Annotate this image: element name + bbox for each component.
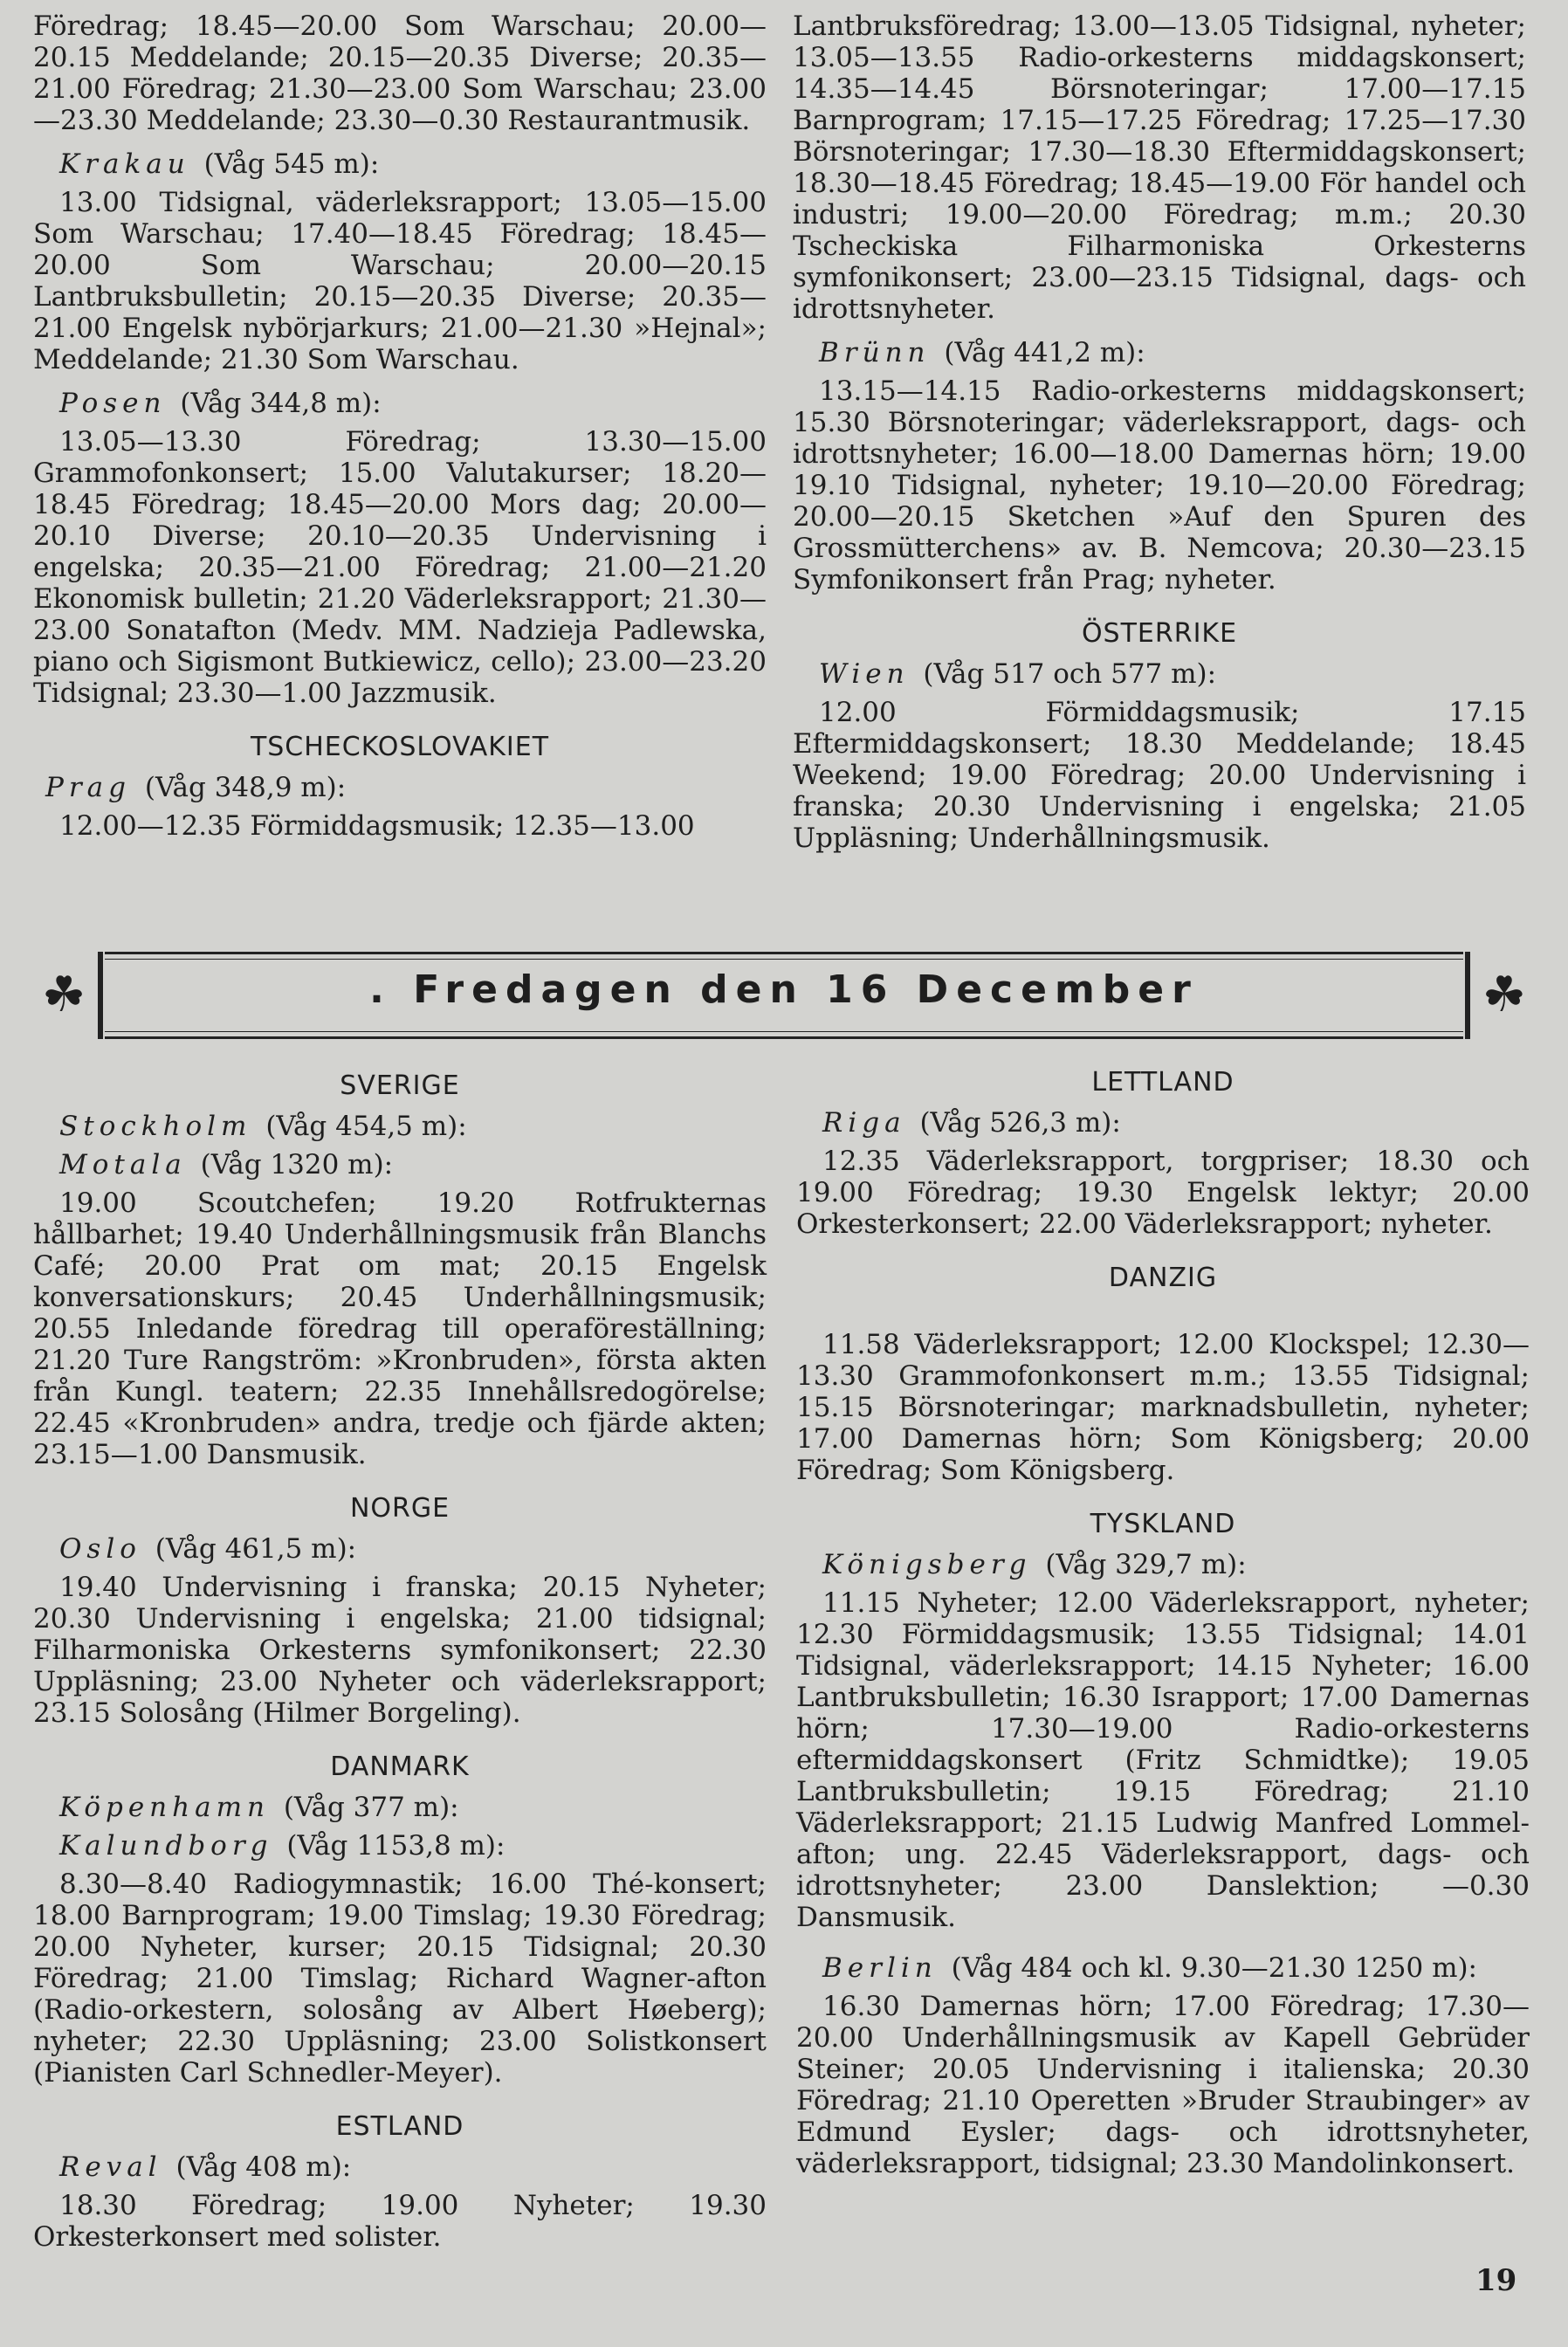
- bottom-right-column: [796, 1067, 1530, 2192]
- paragraph: 12.35 Väderleksrapport, torgpriser; 18.30 och 19.00 Föredrag; 19.30 Engelsk lektyr; 20.00 Orkesterkonsert; 22.00 Väderleksrapport; nyheter.: [796, 1146, 1530, 1240]
- station-name: Prag: [45, 772, 132, 803]
- station-name: Reval: [59, 2151, 162, 2183]
- paragraph: 13.05—13.30 Föredrag; 13.30—15.00 Grammofonkonsert; 15.00 Valutakurser; 18.20—18.45 Föredrag; 18.45—20.00 Mors dag; 20.00—20.10 Diverse; 20.10—20.35 Undervisning i engelska; 20.35—21.00 Föredrag; 21.00—21.20 Ekonomisk bulletin; 21.20 Väderleksrapport; 21.30—23.00 Sonatafton (Medv. MM. Nadzieja Padlewska, piano och Sigismont Butkiewicz, cello); 23.00—23.20 Tidsignal; 23.30—1.00 Jazzmusik.: [33, 426, 767, 709]
- wavelength: (Våg 545 m):: [203, 148, 380, 180]
- top-right-column: [793, 10, 1526, 866]
- station-heading: [59, 1792, 767, 1823]
- wavelength: (Våg 484 och kl. 9.30—21.30 1250 m):: [951, 1952, 1478, 1984]
- wavelength: (Våg 377 m):: [283, 1792, 459, 1823]
- station-heading: [59, 1149, 767, 1180]
- paragraph: 11.58 Väderleksrapport; 12.00 Klockspel; 12.30—13.30 Grammofonkonsert m.m.; 13.55 Tidsignal; 15.15 Börsnoteringar; marknadsbulletin, nyheter; 17.00 Damernas hörn; Som Königsberg; 20.00 Föredrag; Som Königsberg.: [796, 1329, 1530, 1486]
- country-heading: ÖSTERRIKE: [1081, 618, 1238, 649]
- station-heading: [59, 388, 767, 419]
- paragraph: 12.00—12.35 Förmiddagsmusik; 12.35—13.00: [59, 810, 695, 842]
- station-name: Kalundborg: [59, 1830, 273, 1862]
- wavelength: (Våg 517 och 577 m):: [923, 658, 1217, 690]
- station-name: Köpenhamn: [59, 1792, 270, 1823]
- wavelength: (Våg 348,9 m):: [144, 772, 347, 803]
- station-name: Stockholm: [59, 1111, 252, 1142]
- station-name: Oslo: [59, 1533, 141, 1565]
- clover-ornament-icon: ☘: [1482, 967, 1526, 1023]
- page-number: 19: [1475, 2263, 1517, 2298]
- country-heading: ESTLAND: [335, 2111, 464, 2142]
- wavelength: (Våg 454,5 m):: [265, 1111, 467, 1142]
- paragraph: 13.15—14.15 Radio-orkesterns middagskonsert; 15.30 Börsnoteringar; väderleksrapport, dags- och idrottsnyheter; 16.00—18.00 Damernas hörn; 19.00 19.10 Tidsignal, nyheter; 19.10—20.00 Föredrag; 20.00—20.15 Sketchen »Auf den Spuren des Grossmütterchens» av. B. Nemcova; 20.30—23.15 Symfonikonsert från Prag; nyheter.: [793, 375, 1526, 595]
- station-heading: [59, 2151, 767, 2183]
- station-heading: [59, 148, 767, 180]
- wavelength: (Våg 344,8 m):: [180, 388, 382, 419]
- paragraph: Föredrag; 18.45—20.00 Som Warschau; 20.00—20.15 Meddelande; 20.15—20.35 Diverse; 20.35—21.00 Föredrag; 21.30—23.00 Som Warschau; 23.00—23.30 Meddelande; 23.30—0.30 Restaurantmusik.: [33, 10, 767, 136]
- station-heading: [822, 1107, 1530, 1139]
- country-heading: DANZIG: [1108, 1263, 1218, 1293]
- wavelength: (Våg 461,5 m):: [155, 1533, 357, 1565]
- paragraph: 13.00 Tidsignal, väderleksrapport; 13.05—15.00 Som Warschau; 17.40—18.45 Föredrag; 18.45—20.00 Som Warschau; 20.00—20.15 Lantbruksbulletin; 20.15—20.35 Diverse; 20.35—21.00 Engelsk nybörjarkurs; 21.00—21.30 »Hejnal»; Meddelande; 21.30 Som Warschau.: [33, 187, 767, 375]
- paragraph: 19.40 Undervisning i franska; 20.15 Nyheter; 20.30 Undervisning i engelska; 21.00 tidsignal; Filharmoniska Orkesterns symfonikonsert; 22.30 Uppläsning; 23.00 Nyheter och väderleksrapport; 23.15 Solosång (Hilmer Borgeling).: [33, 1572, 767, 1729]
- wavelength: (Våg 1153,8 m):: [286, 1830, 505, 1862]
- station-name: Königsberg: [822, 1549, 1032, 1580]
- country-heading: NORGE: [349, 1493, 450, 1524]
- banner-rule: [105, 1031, 1463, 1032]
- banner-rule: [105, 959, 1463, 960]
- station-heading: [822, 1549, 1530, 1580]
- country-heading: TYSKLAND: [1090, 1509, 1236, 1539]
- paragraph: 12.00 Förmiddagsmusik; 17.15 Eftermiddagskonsert; 18.30 Meddelande; 18.45 Weekend; 19.00 Föredrag; 20.00 Undervisning i franska; 20.30 Undervisning i engelska; 21.05 Uppläsning; Underhållningsmusik.: [793, 697, 1526, 854]
- banner-title: . Fredagen den 16 December: [369, 967, 1199, 1012]
- wavelength: (Våg 441,2 m):: [944, 337, 1145, 368]
- station-heading: [59, 1111, 767, 1142]
- station-heading: [45, 772, 767, 803]
- station-heading: [59, 1533, 767, 1565]
- country-heading: LETTLAND: [1091, 1067, 1234, 1098]
- station-name: Krakau: [59, 148, 190, 180]
- paragraph: 18.30 Föredrag; 19.00 Nyheter; 19.30 Orkesterkonsert med solister.: [33, 2190, 767, 2253]
- paragraph: 8.30—8.40 Radiogymnastik; 16.00 Thé-konsert; 18.00 Barnprogram; 19.00 Timslag; 19.30 Föredrag; 20.00 Nyheter, kurser; 20.15 Tidsignal; 20.30 Föredrag; 21.00 Timslag; Richard Wagner-afton (Radio-orkestern, solosång av Albert Høeberg); nyheter; 22.30 Uppläsning; 23.00 Solistkonsert (Pianisten Carl Schnedler-Meyer).: [33, 1869, 767, 2089]
- wavelength: (Våg 408 m):: [175, 2151, 352, 2183]
- clover-ornament-icon: ☘: [42, 967, 86, 1023]
- country-heading: DANMARK: [330, 1752, 470, 1782]
- paragraph: 19.00 Scoutchefen; 19.20 Rotfrukternas hållbarhet; 19.40 Underhållningsmusik från Blanchs Café; 20.00 Prat om mat; 20.15 Engelsk konversationskurs; 20.45 Underhållningsmusik; 20.55 Inledande föredrag till operaföreställning; 21.20 Ture Rangström: »Kronbruden», första akten från Kungl. teatern; 22.35 Innehållsredogörelse; 22.45 «Kronbruden» andra, tredje och fjärde akten; 23.15—1.00 Dansmusik.: [33, 1187, 767, 1470]
- paragraph: Lantbruksföredrag; 13.00—13.05 Tidsignal, nyheter; 13.05—13.55 Radio-orkesterns middagskonsert; 14.35—14.45 Börsnoteringar; 17.00—17.15 Barnprogram; 17.15—17.25 Föredrag; 17.25—17.30 Börsnoteringar; 17.30—18.30 Eftermiddagskonsert; 18.30—18.45 Föredrag; 18.45—19.00 För handel och industri; 19.00—20.00 Föredrag; m.m.; 20.30 Tscheckiska Filharmoniska Orkesterns symfonikonsert; 23.00—23.15 Tidsignal, dags- och idrottsnyheter.: [793, 10, 1526, 325]
- station-heading: [59, 1830, 767, 1862]
- banner-rule: [105, 1036, 1463, 1039]
- paragraph: 16.30 Damernas hörn; 17.00 Föredrag; 17.30—20.00 Underhållningsmusik av Kapell Gebrüder Steiner; 20.05 Undervisning i italienska; 20.30 Föredrag; 21.10 Operetten »Bruder Straubinger» av Edmund Eysler; dags- och idrottsnyheter, väderleksrapport, tidsignal; 23.30 Mandolinkonsert.: [796, 1991, 1530, 2179]
- banner-rule: [105, 952, 1463, 954]
- station-name: Wien: [819, 658, 910, 690]
- wavelength: (Våg 329,7 m):: [1045, 1549, 1247, 1580]
- wavelength: (Våg 1320 m):: [200, 1149, 394, 1180]
- wavelength: (Våg 526,3 m):: [919, 1107, 1121, 1139]
- day-banner: [35, 943, 1533, 1048]
- banner-right-bar: [1465, 952, 1470, 1039]
- station-name: Riga: [822, 1107, 906, 1139]
- bottom-left-column: [33, 1070, 767, 2265]
- station-heading: [819, 658, 1526, 690]
- country-heading: TSCHECKOSLOVAKIET: [250, 732, 550, 762]
- station-heading: [822, 1952, 1530, 1984]
- station-heading: [819, 337, 1526, 368]
- country-heading: SVERIGE: [340, 1070, 460, 1101]
- station-name: Motala: [59, 1149, 187, 1180]
- top-left-column: [33, 10, 767, 854]
- station-name: Brünn: [819, 337, 931, 368]
- paragraph: 11.15 Nyheter; 12.00 Väderleksrapport, nyheter; 12.30 Förmiddagsmusik; 13.55 Tidsignal; 14.01 Tidsignal, väderleksrapport; 14.15 Nyheter; 16.00 Lantbruksbulletin; 16.30 Israpport; 17.00 Damernas hörn; 17.30—19.00 Radio-orkesterns eftermiddagskonsert (Fritz Schmidtke); 19.05 Lantbruksbulletin; 19.15 Föredrag; 21.10 Väderleksrapport; 21.15 Ludwig Manfred Lommel-afton; ung. 22.45 Väderleksrapport, dags- och idrottsnyheter; 23.00 Danslektion; —0.30 Dansmusik.: [796, 1587, 1530, 1933]
- station-name: Posen: [59, 388, 167, 419]
- station-name: Berlin: [822, 1952, 938, 1984]
